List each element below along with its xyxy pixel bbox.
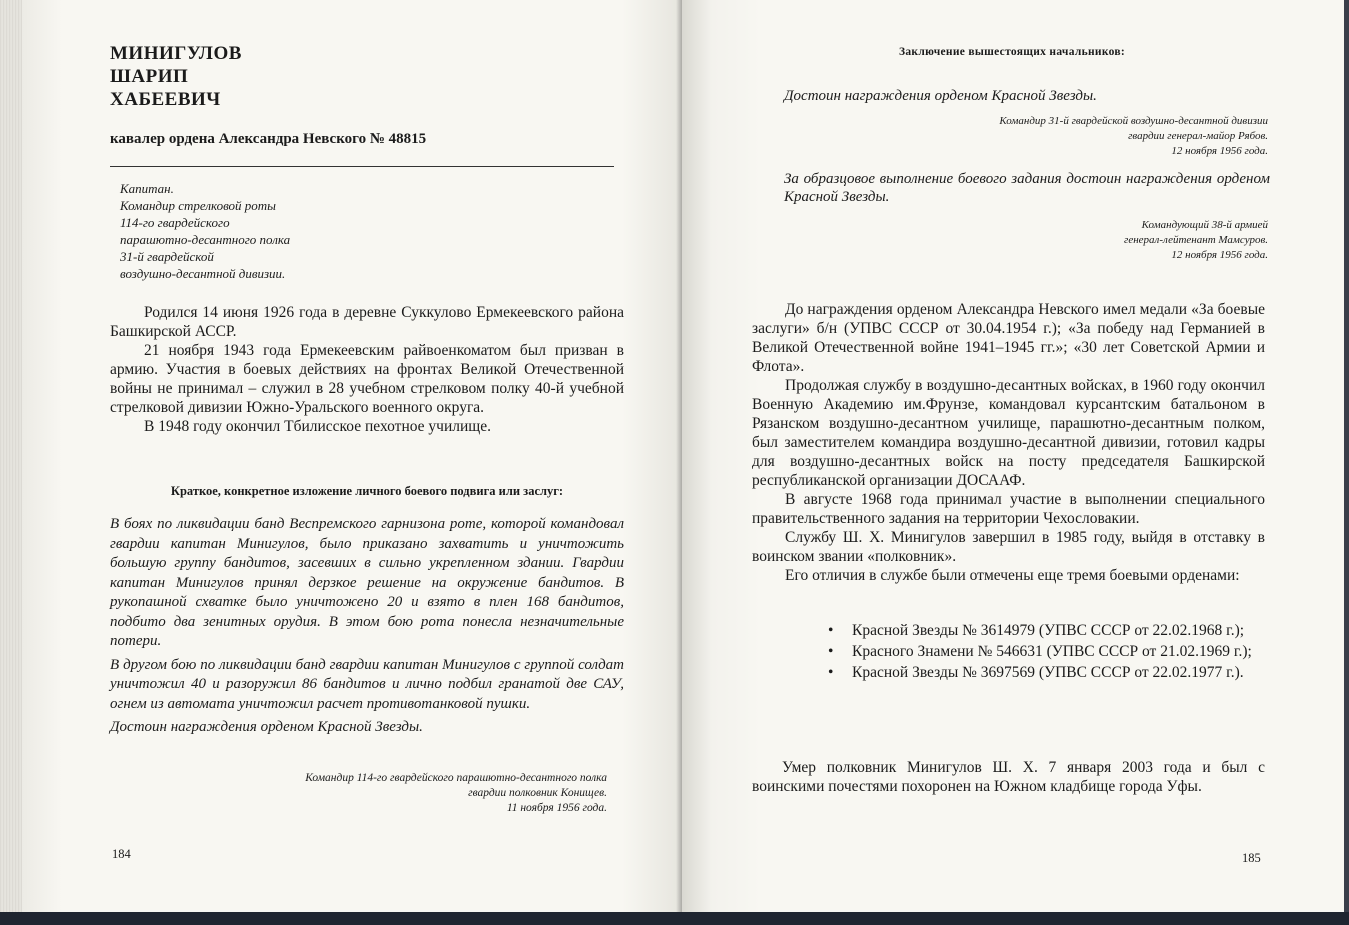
feat-heading: Краткое, конкретное изложение личного боевого подвига или заслуг: [170,484,564,498]
rank-line: 114-го гвардейского [120,215,230,230]
body-paragraph: Продолжая службу в воздушно-десантных войсках, в 1960 году окончил Военную Академию им.Фрунзе, командовал курсантским батальоном в Рязанском воздушно-десантном училище, парашютно-десантным полком, был заместителем командира воздушно-десантной дивизии, готовил кадры для воздушно-десантных войск на посту председателя Башкирской республиканской организации ДОСААФ. [752,377,1265,489]
conclusion-1: Достоин награждения орденом Красной Звезды. [784,88,1097,104]
body-paragraph: До награждения орденом Александра Невского имел медали «За боевые заслуги» б/н (УПВС СССР от 30.04.1954 г.); «За победу над Германией в Великой Отечественной войне 1941–1945 гг.»; «30 лет Советской Армии и Флота». [752,301,1265,375]
rank-block [120,180,290,282]
bio-paragraph: 21 ноября 1943 года Ермекеевским райвоенкоматом был призван в армию. Участия в боевых действиях на фронтах Великой Отечественной войны не принимал – служил в 28 учебном стрелковом полку 40-й учебной стрелковой дивизии Южно-Уральского военного округа. [110,342,624,416]
right-page [682,0,1344,918]
biography [110,303,624,436]
conclusion-heading: Заключение вышестоящих начальников: [898,46,1126,58]
conclusion-2: За образцовое выполнение боевого задания достоин награждения орденом Красной Звезды. [784,171,1270,205]
order-text: Красной Звезды № 3614979 (УПВС СССР от 22.02.1968 г.); [852,622,1245,639]
rank-line: Командир стрелковой роты [120,198,276,213]
person-name [110,42,242,111]
bio-paragraph: Родился 14 июня 1926 года в деревне Суккулово Ермекеевского района Башкирской АССР. [110,304,624,340]
feat-paragraph: В другом бою по ликвидации банд гвардии капитан Минигулов с группой солдат уничтожил 40 и разоружил 86 бандитов и лично подбил гранатой две САУ, огнем из автомата уничтожил расчет противотанковой пушки. [110,656,624,712]
order-text: Красного Знамени № 546631 (УПВС СССР от 21.02.1969 г.); [852,643,1252,660]
left-page [22,0,682,918]
page-edges-right [1344,0,1349,918]
rank-line: Капитан. [120,181,174,196]
list-item [828,622,1265,639]
orders-list [828,622,1265,685]
order-line: кавалер ордена Александра Невского № 48815 [110,131,427,147]
book-cover-bottom [0,912,1349,925]
signature-line: 12 ноября 1956 года. [1171,249,1268,261]
signature-line: гвардии генерал-майор Рябов. [1128,130,1268,142]
name-line: ШАРИП [110,66,189,87]
army-commander-signature [982,218,1268,263]
bullet-icon: • [828,664,834,681]
rank-line: парашютно-десантного полка [120,232,291,247]
divider [110,166,614,167]
rank-line: воздушно-десантной дивизии. [120,266,286,281]
list-item [828,643,1265,660]
signature-line: Командующий 38-й армией [1141,219,1268,231]
order-text: Красной Звезды № 3697569 (УПВС СССР от 22.02.1977 г.). [852,664,1244,681]
career-text [752,300,1265,585]
death-note [752,758,1265,796]
page-edges-left [0,0,22,918]
rank-line: 31-й гвардейской [120,249,214,264]
signature-line: 11 ноября 1956 года. [506,802,607,814]
name-line: ХАБЕЕВИЧ [110,89,221,110]
bullet-icon: • [828,622,834,639]
signature-line: Командир 31-й гвардейской воздушно-десантной дивизии [999,115,1268,127]
page-number-right: 185 [1242,851,1261,865]
list-item [828,664,1265,681]
bullet-icon: • [828,643,834,660]
feat-paragraph: В боях по ликвидации банд Веспремского гарнизона роте, которой командовал гвардии капитан Минигулов, было приказано захватить и уничтожить большую группу бандитов, засевших в сильно укрепленном здании. Гвардии капитан Минигулов принял дерзкое решение на окружение бандитов. В рукопашной схватке было уничтожено 20 и взято в плен 168 бандитов, подбито два зенитных орудия. В этом бою рота понесла незначительные потери. [110,516,624,649]
body-paragraph: Умер полковник Минигулов Ш. Х. 7 января 2003 года и был с воинскими почестями похоронен на Южном кладбище города Уфы. [752,759,1265,795]
feat-paragraph: Достоин награждения орденом Красной Звезды. [110,719,423,735]
signature-line: гвардии полковник Конищев. [468,787,607,799]
feat-description [110,515,624,742]
signature-line: 12 ноября 1956 года. [1171,145,1268,157]
body-paragraph: Службу Ш. Х. Минигулов завершил в 1985 году, выйдя в отставку в воинском звании «полковник». [752,529,1265,565]
body-paragraph: В августе 1968 года принимал участие в выполнении специального правительственного задания на территории Чехословакии. [752,491,1265,527]
commander-signature [222,771,607,816]
signature-line: Командир 114-го гвардейского парашютно-десантного полка [305,772,607,784]
name-line: МИНИГУЛОВ [110,43,242,64]
division-commander-signature [862,114,1268,159]
signature-line: генерал-лейтенант Мамсуров. [1124,234,1268,246]
body-paragraph: Его отличия в службе были отмечены еще тремя боевыми орденами: [785,567,1240,584]
page-number-left: 184 [112,847,131,861]
bio-paragraph: В 1948 году окончил Тбилисское пехотное училище. [144,418,491,435]
